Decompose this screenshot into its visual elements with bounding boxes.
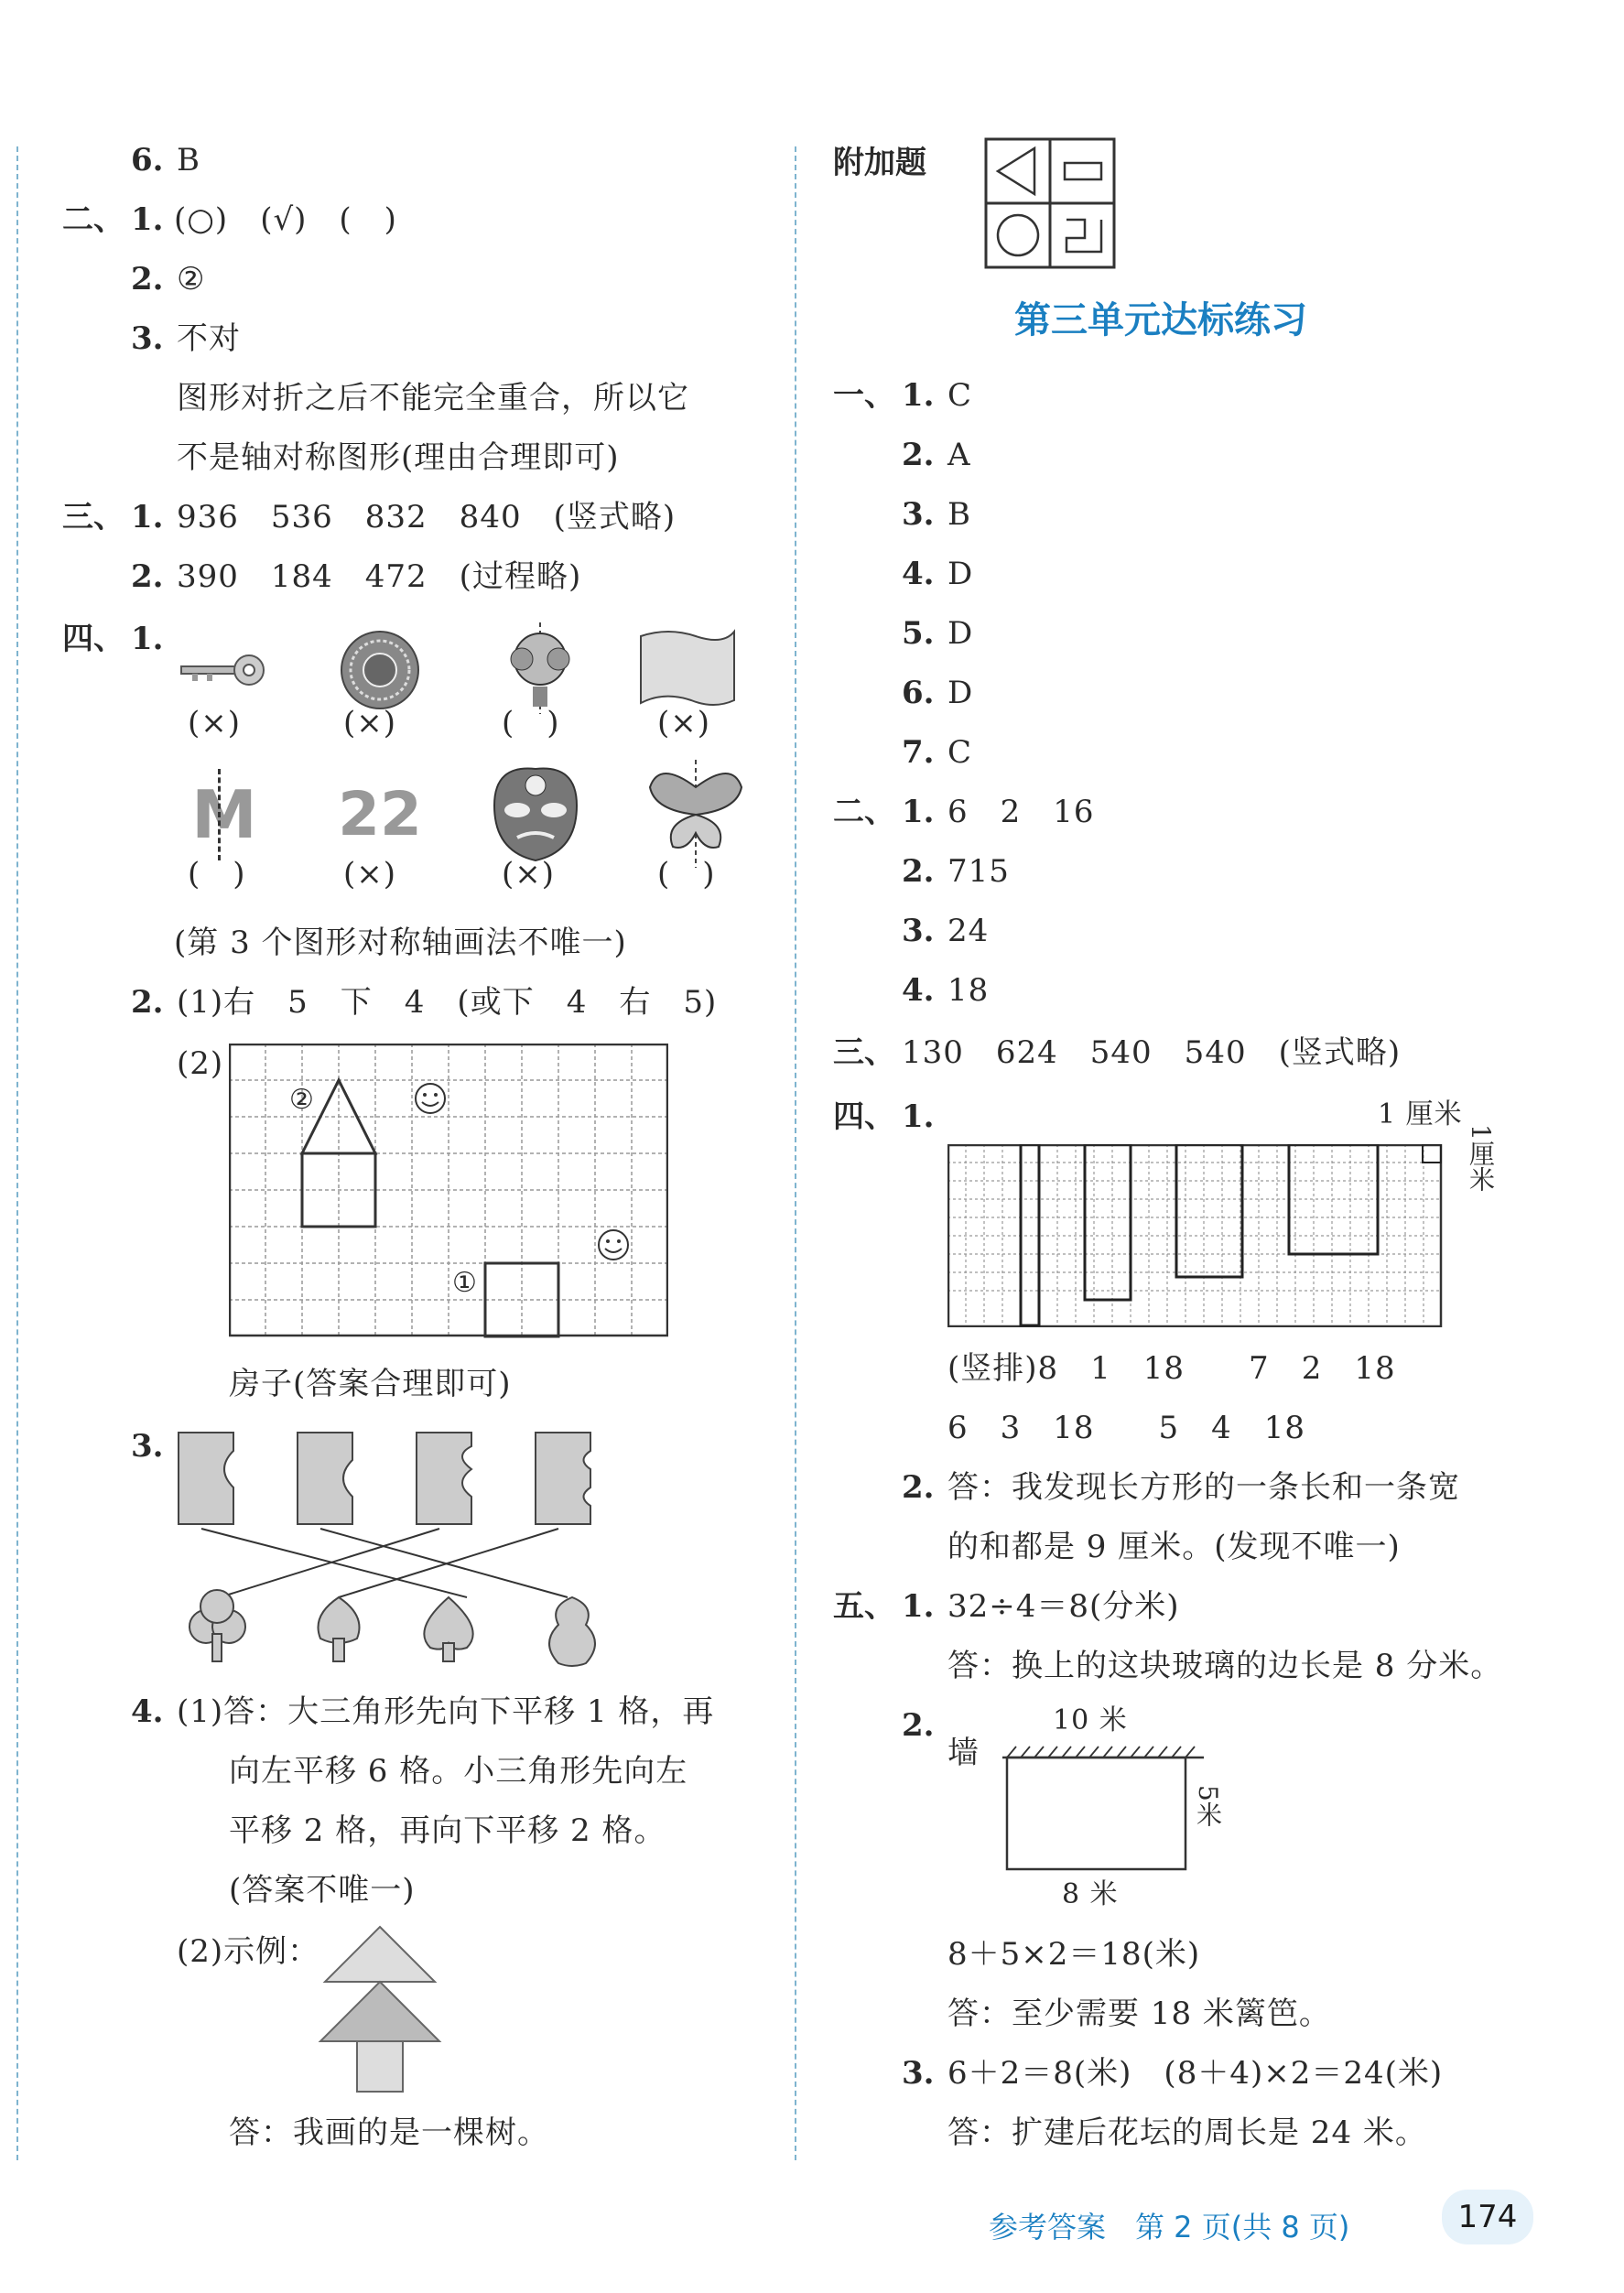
mark-2: ② bbox=[289, 1084, 315, 1116]
q-number: 3. bbox=[131, 320, 164, 357]
opera-mask-icon bbox=[494, 769, 577, 861]
q-number: 5. bbox=[902, 615, 935, 652]
mark: ( ) bbox=[502, 705, 560, 741]
answer-text: 不是轴对称图形(理由合理即可) bbox=[177, 439, 620, 476]
answer-text: 答：扩建后花坛的周长是 24 米。 bbox=[947, 2115, 1427, 2151]
mark: (×) bbox=[343, 705, 397, 741]
answer-text: D bbox=[947, 556, 974, 592]
q-number: 6. bbox=[902, 675, 935, 711]
answer-text: ② bbox=[177, 261, 206, 297]
extra-question-figure bbox=[984, 137, 1117, 270]
length-label: 8 米 bbox=[1062, 1878, 1119, 1910]
q-number: 1. bbox=[131, 621, 164, 657]
q-number: 2. bbox=[902, 853, 935, 890]
rectangles-grid bbox=[947, 1144, 1451, 1327]
section-label: 四、 bbox=[833, 1098, 895, 1135]
section-label: 三、 bbox=[833, 1034, 895, 1071]
length-label: 10 米 bbox=[1053, 1704, 1128, 1736]
q-number: 1. bbox=[902, 1588, 935, 1625]
section-label: 五、 bbox=[833, 1588, 895, 1625]
unit-label: 1 厘米 bbox=[1378, 1098, 1463, 1130]
number-22-figure: 22 bbox=[338, 779, 422, 849]
q-number: 4. bbox=[902, 556, 935, 592]
q-number: 2. bbox=[131, 558, 164, 595]
key-icon bbox=[181, 655, 264, 685]
answer-text: 向左平移 6 格。小三角形先向左 bbox=[229, 1753, 688, 1790]
symmetry-axis bbox=[218, 769, 221, 860]
q-number: 1. bbox=[902, 1098, 935, 1135]
gourd-icon bbox=[549, 1597, 595, 1666]
extra-question-label: 附加题 bbox=[833, 145, 926, 181]
left-margin-line bbox=[16, 146, 18, 2160]
q-number: 1. bbox=[131, 201, 164, 238]
q-number: 1. bbox=[902, 794, 935, 830]
clover-icon bbox=[189, 1590, 245, 1661]
section-label: 二、 bbox=[833, 794, 895, 830]
answer-text: C bbox=[947, 734, 973, 771]
mark: ( ) bbox=[657, 856, 716, 892]
q-number: 1. bbox=[902, 377, 935, 414]
q-number: 3. bbox=[902, 496, 935, 533]
note-text: (第 3 个图形对称轴画法不唯一) bbox=[174, 925, 627, 961]
answer-text: (2) bbox=[177, 1045, 224, 1082]
answer-text: 715 bbox=[947, 853, 1010, 890]
q-number: 1. bbox=[131, 499, 164, 535]
answer-text: 130 624 540 540 (竖式略) bbox=[902, 1034, 1402, 1071]
butterfly-icon bbox=[650, 760, 742, 868]
symmetry-figures-row1 bbox=[174, 622, 760, 714]
answer-text: 6＋2＝8(米) (8＋4)×2＝24(米) bbox=[947, 2055, 1444, 2092]
q-number: 3. bbox=[131, 1428, 164, 1465]
q-number: 3. bbox=[902, 2055, 935, 2092]
q-number: 6. bbox=[131, 142, 164, 178]
answer-text: (竖排)8 1 18 7 2 18 bbox=[947, 1350, 1396, 1387]
q-number: 2. bbox=[131, 261, 164, 297]
q-number: 7. bbox=[902, 734, 935, 771]
smiley-icon bbox=[416, 1084, 445, 1113]
mark: (×) bbox=[502, 856, 556, 892]
footer-text: 参考答案 第 2 页(共 8 页) bbox=[989, 2210, 1350, 2244]
answer-text: (1)答：大三角形先向下平移 1 格，再 bbox=[177, 1693, 715, 1730]
answer-text: A bbox=[947, 437, 971, 473]
answer-text: 答：至少需要 18 米篱笆。 bbox=[947, 1996, 1331, 2032]
answer-text: 6 3 18 5 4 18 bbox=[947, 1410, 1306, 1446]
tree-drawing bbox=[311, 1922, 449, 2105]
unit-title: 第三单元达标练习 bbox=[1014, 299, 1307, 341]
mark: ( ) bbox=[188, 856, 246, 892]
side-length-label: 5米 bbox=[1193, 1785, 1223, 1827]
answer-text: 答：我画的是一棵树。 bbox=[229, 2115, 549, 2151]
fence-diagram bbox=[998, 1739, 1218, 1877]
answer-text: 6 2 16 bbox=[947, 794, 1095, 830]
q-number: 2. bbox=[902, 437, 935, 473]
symmetry-figures-row2 bbox=[485, 760, 778, 870]
q-number: 2. bbox=[902, 1469, 935, 1506]
paper-cut-matching bbox=[165, 1423, 641, 1680]
mark: (×) bbox=[188, 705, 242, 741]
mark: (×) bbox=[657, 705, 711, 741]
q-number: 3. bbox=[902, 913, 935, 949]
answer-text: C bbox=[947, 377, 973, 414]
ornament-icon bbox=[511, 622, 569, 714]
answer-text: 答：换上的这块玻璃的边长是 8 分米。 bbox=[947, 1648, 1503, 1684]
q-number: 4. bbox=[902, 972, 935, 1009]
letter-m-figure: M bbox=[191, 776, 257, 853]
q-number: 2. bbox=[131, 984, 164, 1021]
scroll-icon bbox=[641, 632, 734, 705]
answer-text: (2)示例： bbox=[177, 1933, 320, 1970]
section-label: 三、 bbox=[62, 499, 125, 535]
answer-text: 8＋5×2＝18(米) bbox=[947, 1936, 1201, 1973]
q-number: 2. bbox=[902, 1707, 935, 1744]
answer-text: 答：我发现长方形的一条长和一条宽 bbox=[947, 1469, 1460, 1506]
answer-text: (○) (√) ( ) bbox=[174, 201, 397, 238]
wall-label: 墙 bbox=[947, 1735, 980, 1771]
section-label: 一、 bbox=[833, 377, 895, 414]
mark-1: ① bbox=[452, 1267, 478, 1299]
unit-label-vertical: 1厘米 bbox=[1466, 1124, 1496, 1192]
answer-text: D bbox=[947, 615, 974, 652]
answer-text: 的和都是 9 厘米。(发现不唯一) bbox=[947, 1529, 1401, 1565]
answer-text: 936 536 832 840 (竖式略) bbox=[177, 499, 677, 535]
answer-text: 平移 2 格，再向下平移 2 格。 bbox=[229, 1812, 666, 1849]
column-divider bbox=[795, 146, 796, 2160]
answer-text: D bbox=[947, 675, 974, 711]
section-label: 二、 bbox=[62, 201, 125, 238]
answer-text: 390 184 472 (过程略) bbox=[177, 558, 582, 595]
answer-text: 不对 bbox=[177, 320, 241, 357]
answer-text: B bbox=[947, 496, 971, 533]
q-number: 4. bbox=[131, 1693, 164, 1730]
smiley-icon bbox=[599, 1230, 628, 1260]
section-label: 四、 bbox=[62, 621, 125, 657]
answer-text: 18 bbox=[947, 972, 990, 1009]
medallion-icon bbox=[341, 632, 418, 708]
spade-icon bbox=[424, 1597, 472, 1661]
answer-text: (答案不唯一) bbox=[229, 1872, 416, 1909]
caption-text: 房子(答案合理即可) bbox=[229, 1366, 512, 1402]
answer-text: (1)右 5 下 4 (或下 4 右 5) bbox=[177, 984, 718, 1021]
mark: (×) bbox=[343, 856, 397, 892]
answer-text: B bbox=[177, 142, 200, 178]
tree-icon bbox=[319, 1597, 360, 1661]
answer-text: 32÷4＝8(分米) bbox=[947, 1588, 1180, 1625]
page-number: 174 bbox=[1442, 2190, 1533, 2244]
answer-text: 24 bbox=[947, 913, 990, 949]
answer-text: 图形对折之后不能完全重合，所以它 bbox=[177, 380, 689, 416]
